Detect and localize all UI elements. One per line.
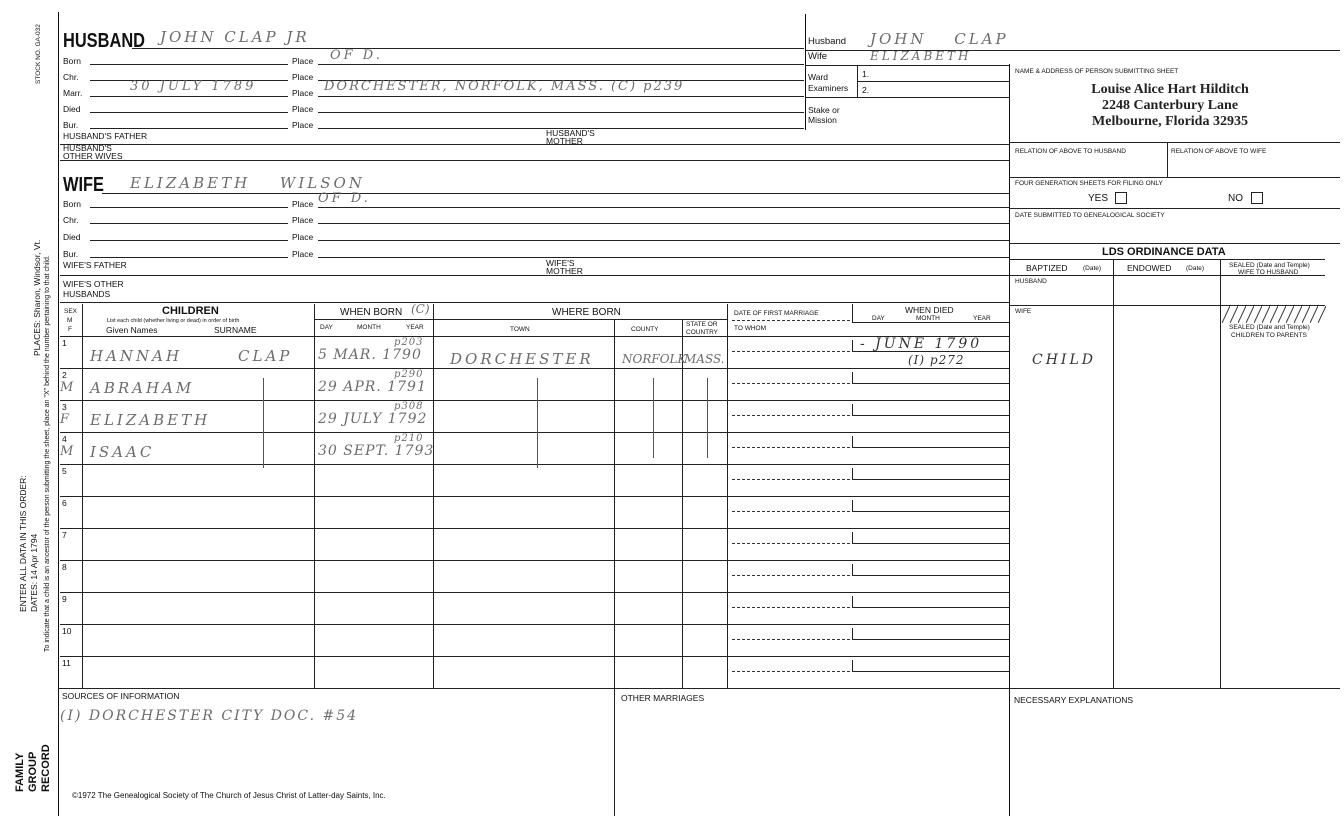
child-surname: CLAP	[238, 347, 293, 365]
children-label: CHILDREN	[162, 305, 219, 317]
lds-wife-row: WIFE	[1015, 308, 1032, 315]
first-marriage-dash	[732, 415, 850, 416]
husband-title: HUSBAND	[63, 30, 145, 52]
died-tick	[852, 660, 853, 671]
first-marriage-dash	[732, 351, 850, 352]
wife-father-label: WIFE'S FATHER	[63, 260, 127, 270]
record-title-3: RECORD	[40, 744, 52, 792]
sex-f-label: F	[68, 326, 72, 333]
husband-bur-label: Bur.	[63, 120, 79, 130]
sealed-children-label-2: CHILDREN TO PARENTS	[1231, 332, 1307, 339]
surname-label: SURNAME	[214, 325, 257, 335]
first-marriage-dash	[732, 479, 850, 480]
sealed-wife-label-2: WIFE TO HUSBAND	[1238, 269, 1299, 276]
husband-marr-place-label: Place	[292, 88, 314, 98]
died-line	[852, 575, 1009, 576]
died-line	[852, 511, 1009, 512]
child-page-ref: p290	[394, 369, 424, 380]
wife-name: ELIZABETH WILSON	[130, 174, 365, 192]
copyright: ©1972 The Genealogical Society of The Church of Jesus Christ of Latter-day Saints, Inc.	[72, 791, 386, 800]
submitter-line3: Melbourne, Florida 32935	[1092, 114, 1248, 129]
relation-wife-label: RELATION OF ABOVE TO WIFE	[1171, 148, 1267, 155]
died-day-label: DAY	[872, 315, 885, 322]
stake-label-2: Mission	[808, 115, 837, 125]
child-given-name: ABRAHAM	[90, 379, 195, 397]
died-tick	[852, 628, 853, 639]
sex-m-label: M	[67, 317, 73, 324]
husband-chr-label: Chr.	[63, 72, 79, 82]
husband-mother-label-1: HUSBAND'S	[546, 128, 595, 138]
first-marriage-dash	[732, 639, 850, 640]
examiner-1: 1.	[862, 69, 870, 79]
died-month-label: MONTH	[916, 315, 940, 322]
lds-title: LDS ORDINANCE DATA	[1102, 246, 1226, 258]
endowed-date-label: (Date)	[1186, 265, 1205, 272]
child-row-border	[60, 432, 1009, 433]
yes-checkbox[interactable]	[1115, 192, 1127, 204]
endowed-label: ENDOWED	[1127, 263, 1172, 273]
child-born-date: 30 SEPT. 1793	[318, 443, 435, 459]
child-number: 9	[62, 594, 67, 604]
wife-bur-place-label: Place	[292, 249, 314, 259]
child-state: MASS.	[684, 352, 725, 366]
sealed-wife-label-1: SEALED (Date and Temple)	[1229, 262, 1310, 269]
died-line	[852, 671, 1009, 672]
state-label-2: COUNTRY	[686, 329, 719, 336]
given-names-label: Given Names	[106, 325, 158, 335]
died-line	[852, 479, 1009, 480]
died-tick	[852, 404, 853, 415]
child-row-border	[60, 400, 1009, 401]
child-born-date: 29 JULY 1792	[318, 411, 428, 427]
town-label: TOWN	[510, 326, 530, 333]
wife-born-place-label: Place	[292, 199, 314, 209]
child-number: 3	[62, 402, 67, 412]
child-town: DORCHESTER	[450, 350, 594, 368]
places-note: PLACES: Sharon, Windsor, Vt.	[32, 239, 42, 356]
child-number: 7	[62, 530, 67, 540]
died-line	[852, 383, 1009, 384]
husband-marr-label: Marr.	[63, 88, 83, 98]
record-title-1: FAMILY	[14, 752, 26, 792]
sealed-children-hatch	[1222, 306, 1326, 323]
other-marriages-label: OTHER MARRIAGES	[621, 693, 705, 703]
first-marriage-dash	[732, 447, 850, 448]
church-wife-label: Wife	[808, 51, 827, 62]
ward-label: Ward	[808, 72, 828, 82]
child-row-border	[60, 560, 1009, 561]
husband-marr-date: 30 JULY 1789	[130, 79, 257, 94]
child-row-border	[60, 464, 1009, 465]
husband-bur-place-label: Place	[292, 120, 314, 130]
wife-mother-label-2: MOTHER	[546, 266, 583, 276]
wife-chr-label: Chr.	[63, 215, 79, 225]
wife-born-place: OF D.	[318, 191, 371, 206]
where-born-label: WHERE BORN	[552, 307, 621, 318]
no-checkbox[interactable]	[1251, 192, 1263, 204]
child-number: 11	[62, 658, 71, 668]
wife-died-place-label: Place	[292, 232, 314, 242]
child-given-name: HANNAH	[90, 347, 183, 365]
ancestor-instruction: To indicate that a child is an ancestor of the person submitting the sheet, place an "X" behind the number pertaining to that child.	[44, 255, 51, 652]
wife-other-husbands-label-1: WIFE'S OTHER	[63, 279, 124, 289]
sex-label: SEX	[64, 308, 78, 315]
husband-other-wives-label-2: OTHER WIVES	[63, 151, 123, 161]
state-label-1: STATE OR	[686, 321, 718, 328]
church-wife-value: ELIZABETH	[870, 49, 972, 63]
husband-born-place: OF D.	[330, 48, 383, 63]
enter-order-note: ENTER ALL DATA IN THIS ORDER:	[18, 475, 28, 612]
dates-note: DATES: 14 Apr 1794	[29, 533, 39, 612]
first-marriage-dash	[732, 511, 850, 512]
submitter-line1: Louise Alice Hart Hilditch	[1091, 82, 1249, 97]
no-label: NO	[1228, 193, 1243, 204]
submitter-label: NAME & ADDRESS OF PERSON SUBMITTING SHEET	[1015, 68, 1179, 75]
four-gen-label: FOUR GENERATION SHEETS FOR FILING ONLY	[1015, 180, 1163, 187]
child-number: 6	[62, 498, 67, 508]
husband-mother-label-2: MOTHER	[546, 136, 583, 146]
child-sex: F	[60, 412, 73, 427]
sealed-children-label-1: SEALED (Date and Temple)	[1229, 324, 1310, 331]
born-day-label: DAY	[320, 324, 333, 331]
died-tick	[852, 596, 853, 607]
died-line	[852, 415, 1009, 416]
died-tick	[852, 500, 853, 511]
died-tick	[852, 340, 853, 351]
county-label: COUNTY	[631, 326, 659, 333]
when-born-mark: (C)	[411, 302, 430, 316]
born-year-label: YEAR	[406, 324, 424, 331]
explanations-label: NECESSARY EXPLANATIONS	[1014, 695, 1134, 705]
lds-child1-note: CHILD	[1032, 352, 1096, 368]
examiners-label: Examiners	[808, 83, 849, 93]
husband-father-label: HUSBAND'S FATHER	[63, 131, 148, 141]
child-row-border	[60, 592, 1009, 593]
died-line	[852, 543, 1009, 544]
first-marriage-dash	[732, 607, 850, 608]
first-marriage-dash	[732, 383, 850, 384]
wife-bur-label: Bur.	[63, 249, 79, 259]
died-line	[852, 607, 1009, 608]
child-number: 4	[62, 434, 67, 444]
husband-chr-place-label: Place	[292, 72, 314, 82]
husband-died-label: Died	[63, 104, 81, 114]
first-marriage-dash	[732, 543, 850, 544]
children-instructions: List each child (whether living or dead) in order of birth	[107, 318, 240, 324]
husband-born-label: Born	[63, 56, 81, 66]
child-given-name: ISAAC	[90, 443, 155, 461]
record-title-2: GROUP	[27, 751, 39, 792]
child-row-border	[60, 624, 1009, 625]
first-marriage-label: DATE OF FIRST MARRIAGE	[734, 310, 819, 317]
died-line	[852, 639, 1009, 640]
died-year-label: YEAR	[973, 315, 991, 322]
church-husband-value: JOHN CLAP	[870, 30, 1009, 48]
sources-label: SOURCES OF INFORMATION	[62, 691, 180, 701]
died-tick	[852, 532, 853, 543]
husband-other-wives-label-1: HUSBAND'S	[63, 143, 112, 153]
child-number: 1	[62, 338, 67, 348]
first-marriage-dash	[732, 575, 850, 576]
child-died-date: - JUNE 1790	[860, 336, 983, 352]
husband-marr-place: DORCHESTER, NORFOLK, MASS. (C) p239	[324, 79, 685, 94]
died-tick	[852, 372, 853, 383]
child-number: 8	[62, 562, 67, 572]
to-whom-label: TO WHOM	[734, 325, 767, 332]
sources-value: (I) DORCHESTER CITY DOC. #54	[60, 708, 359, 724]
died-tick	[852, 436, 853, 447]
yes-label: YES	[1088, 193, 1109, 204]
when-died-label: WHEN DIED	[905, 305, 954, 315]
wife-mother-label-1: WIFE'S	[546, 258, 575, 268]
child-page-ref: p210	[394, 433, 424, 444]
examiner-2: 2.	[862, 85, 870, 95]
stock-number: STOCK NO. GA-032	[35, 24, 42, 84]
wife-other-husbands-label-2: HUSBANDS	[63, 289, 111, 299]
husband-name: JOHN CLAP JR	[160, 28, 310, 46]
child-row-border	[60, 496, 1009, 497]
relation-husband-label: RELATION OF ABOVE TO HUSBAND	[1015, 148, 1126, 155]
first-marriage-dash	[732, 671, 850, 672]
child-given-name: ELIZABETH	[90, 411, 211, 429]
child-page-ref: p203	[394, 337, 424, 348]
child-page-ref: p308	[394, 401, 424, 412]
child-sex: M	[60, 444, 77, 459]
died-tick	[852, 468, 853, 479]
lds-husband-row: HUSBAND	[1015, 278, 1047, 285]
wife-title: WIFE	[63, 174, 104, 196]
wife-chr-place-label: Place	[292, 215, 314, 225]
child-row-border	[60, 528, 1009, 529]
child-row-border	[60, 656, 1009, 657]
child-row-border	[60, 368, 1009, 369]
child-number: 2	[62, 370, 67, 380]
submitter-line2: 2248 Canterbury Lane	[1101, 98, 1239, 113]
child-born-date: 5 MAR. 1790	[318, 347, 422, 363]
child-county: NORFOLK	[622, 352, 687, 366]
died-line	[852, 447, 1009, 448]
wife-born-label: Born	[63, 199, 81, 209]
husband-born-place-label: Place	[292, 56, 314, 66]
wife-died-label: Died	[63, 232, 81, 242]
stake-label-1: Stake or	[808, 105, 840, 115]
child-number: 10	[62, 626, 72, 636]
child-sex: M	[60, 380, 77, 395]
child-born-date: 29 APR. 1791	[318, 379, 427, 395]
date-submitted-label: DATE SUBMITTED TO GENEALOGICAL SOCIETY	[1015, 212, 1165, 219]
baptized-label: BAPTIZED	[1026, 263, 1068, 273]
baptized-date-label: (Date)	[1083, 265, 1102, 272]
husband-died-place-label: Place	[292, 104, 314, 114]
died-tick	[852, 564, 853, 575]
child-number: 5	[62, 466, 67, 476]
child-died-ref: (I) p272	[908, 353, 965, 367]
church-husband-label: Husband	[808, 36, 847, 47]
born-month-label: MONTH	[357, 324, 381, 331]
when-born-label: WHEN BORN	[340, 307, 403, 318]
